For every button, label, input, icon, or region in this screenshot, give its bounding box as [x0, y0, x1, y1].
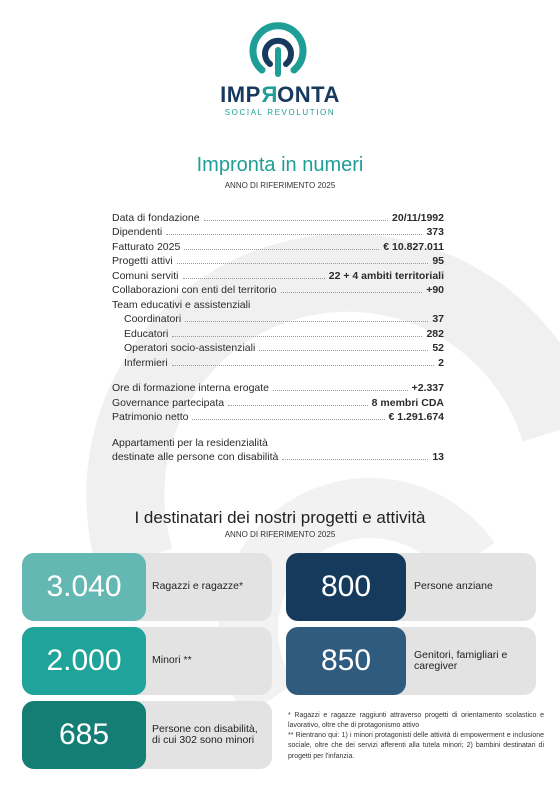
stat-label: Governance partecipata [112, 396, 225, 409]
stat-row-revenue [112, 238, 444, 253]
stat-label: Data di fondazione [112, 211, 200, 224]
dotted-leader [282, 459, 428, 460]
stat-label: Coordinatori [124, 313, 182, 325]
stat-label: Appartamenti per la residenzialità [112, 436, 268, 449]
stat-row-apartments-line2 [112, 449, 444, 464]
stat-value: 22 + 4 ambiti territoriali [328, 269, 444, 282]
spacer [112, 423, 444, 434]
dotted-leader [228, 405, 368, 406]
stat-row-governance [112, 394, 444, 409]
stat-value: 95 [432, 255, 444, 267]
recipient-card-elderly [286, 553, 536, 621]
stat-row-projects [112, 253, 444, 268]
stat-row-collaborations [112, 282, 444, 297]
stat-value: +2.337 [411, 382, 444, 394]
recipient-label: Genitori, famigliari e caregiver [414, 648, 508, 672]
brand-name-right: ONTA [277, 82, 340, 107]
stat-row-municipalities [112, 267, 444, 282]
recipient-card-young-people [22, 553, 272, 621]
dotted-leader [192, 419, 384, 420]
stat-value: 20/11/1992 [392, 211, 444, 224]
stat-group-heading: Team educativi e assistenziali [112, 298, 251, 311]
numbers-title: Impronta in numeri [196, 154, 364, 176]
stat-label: Patrimonio netto [112, 411, 189, 423]
dotted-leader [172, 365, 434, 366]
stat-label: Collaborazioni con enti del territorio [112, 284, 277, 296]
recipient-label: Persone anziane [414, 580, 493, 593]
impronta-logo-icon [248, 20, 308, 82]
dotted-leader [172, 336, 422, 337]
recipient-card-caregivers [286, 627, 536, 695]
brand-name-mirrored-r: R [260, 82, 278, 107]
stat-label: Operatori socio-assistenziali [124, 342, 256, 354]
spacer [112, 369, 444, 380]
stat-row-employees [112, 224, 444, 239]
stat-value: 2 [438, 356, 444, 369]
stat-label: Dipendenti [112, 226, 163, 238]
recipient-label: Minori ** [152, 654, 192, 667]
dotted-leader [177, 263, 429, 264]
brand-name [0, 82, 560, 108]
stat-row-coordinators [112, 311, 444, 326]
stat-row-teams-heading [112, 296, 444, 311]
stat-row-apartments-line1 [112, 434, 444, 449]
stat-row-founding [112, 209, 444, 224]
recipient-label: Persone con disabilità, di cui 302 sono minori [152, 722, 258, 746]
stat-value: 373 [426, 226, 444, 238]
dotted-leader [183, 278, 325, 279]
brand-name-left: IMP [220, 82, 261, 107]
dotted-leader [166, 234, 422, 235]
stat-label: Ore di formazione interna erogate [112, 382, 270, 394]
stat-value: € 10.827.011 [383, 240, 444, 253]
footnote-1: * Ragazzi e ragazze raggiunti attraverso progetti di orientamento scolastico e lavorativo, oltre che di protagonismo attivo [288, 712, 544, 730]
dotted-leader [204, 220, 388, 221]
recipients-year: ANNO DI RIFERIMENTO 2025 [224, 530, 336, 539]
dotted-leader [259, 350, 428, 351]
stat-label: Fatturato 2025 [112, 240, 181, 253]
stat-value: € 1.291.674 [388, 411, 444, 423]
recipient-number: 685 [22, 701, 146, 769]
recipient-card-disabilities [22, 701, 272, 769]
dotted-leader [281, 292, 423, 293]
recipient-number: 3.040 [22, 553, 146, 621]
stat-row-net-assets [112, 409, 444, 424]
recipient-number: 2.000 [22, 627, 146, 695]
dotted-leader [184, 249, 379, 250]
footnotes [288, 711, 544, 762]
stat-value: 13 [432, 451, 444, 463]
recipient-label: Ragazzi e ragazze* [152, 580, 244, 593]
stats-list [112, 209, 444, 463]
stat-value: +90 [426, 284, 444, 296]
stat-value: 282 [426, 327, 444, 340]
stat-label: Infermieri [124, 356, 168, 369]
stat-value: 37 [432, 313, 444, 325]
recipient-number: 800 [286, 553, 406, 621]
recipient-number: 850 [286, 627, 406, 695]
dotted-leader [185, 321, 428, 322]
recipients-title: I destinatari dei nostri progetti e attività [134, 508, 426, 527]
stat-label: destinate alle persone con disabilità [112, 451, 279, 463]
brand-tagline: SOCIAL REVOLUTION [224, 108, 336, 117]
stat-label: Comuni serviti [112, 269, 179, 282]
recipient-card-minors [22, 627, 272, 695]
stat-row-training-hours [112, 380, 444, 395]
stat-value: 52 [432, 342, 444, 354]
stat-row-social-care-workers [112, 340, 444, 355]
stat-label: Progetti attivi [112, 255, 173, 267]
stat-row-nurses [112, 354, 444, 369]
stat-value: 8 membri CDA [371, 396, 444, 409]
numbers-year: ANNO DI RIFERIMENTO 2025 [224, 181, 336, 190]
dotted-leader [273, 390, 408, 391]
stat-row-educators [112, 325, 444, 340]
stat-label: Educatori [124, 327, 169, 340]
footnote-2: ** Rientrano qui: 1) i minori protagonisti delle attività di empowerment e inclusione sociale, oltre che dei servizi afferenti alla tutela minori; 2) bambini destinatari di progetti per l'infanzia. [288, 732, 544, 760]
